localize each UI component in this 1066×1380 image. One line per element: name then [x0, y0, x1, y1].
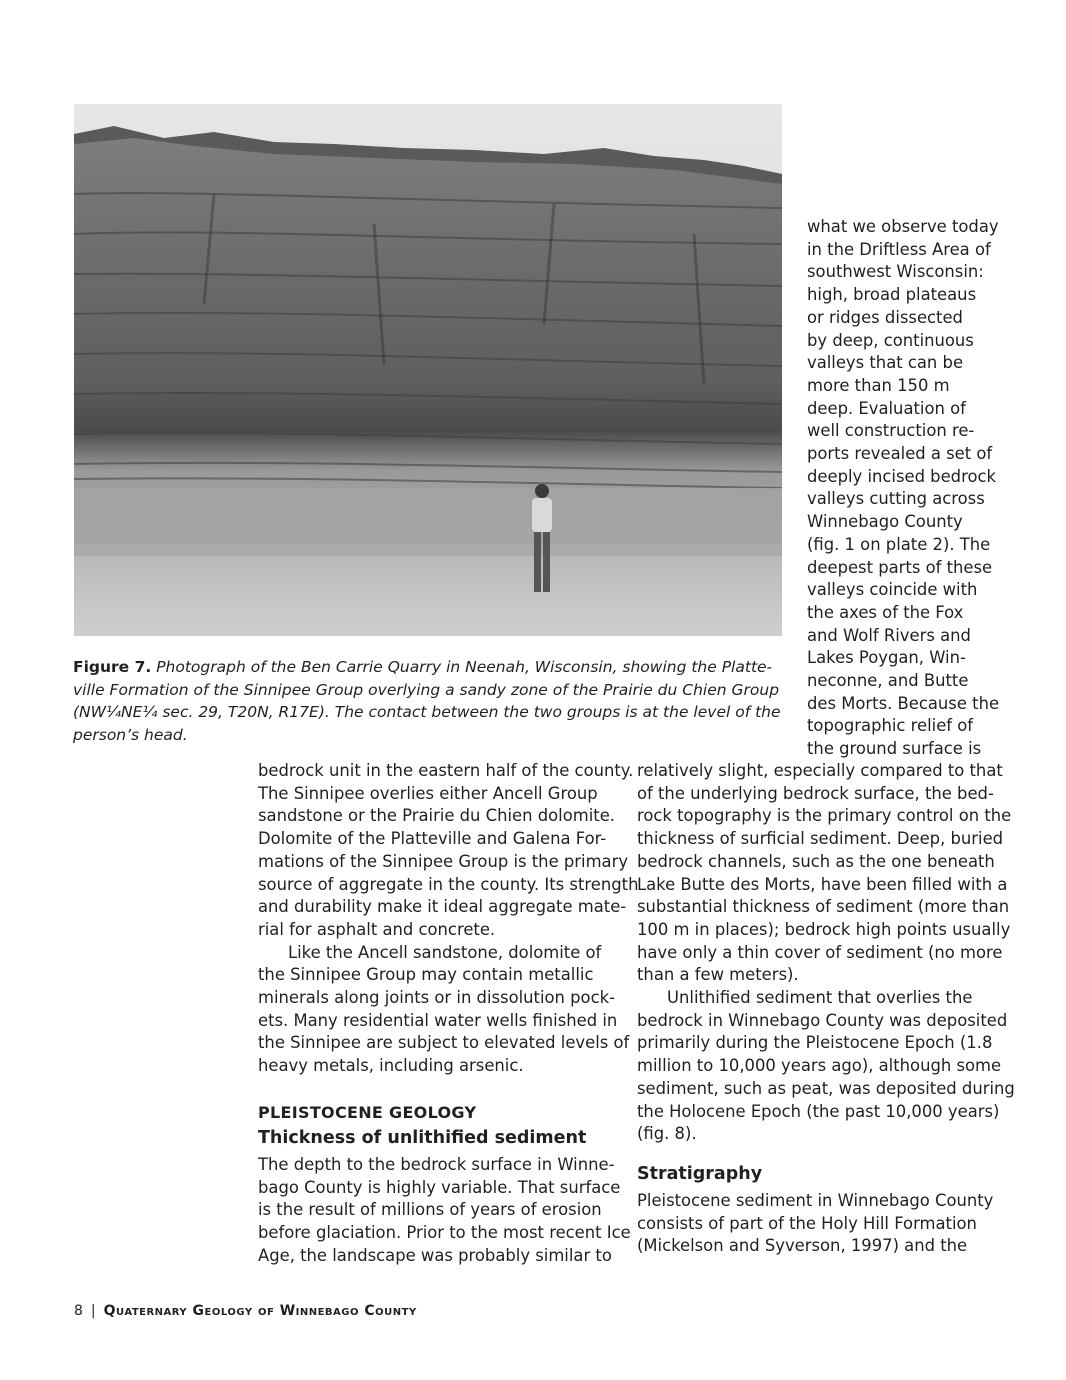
- text-line: minerals along joints or in dissolution pock-: [258, 988, 616, 1008]
- paragraph: [637, 760, 1012, 987]
- text-line: deeply incised bedrock: [807, 466, 996, 486]
- text-line: by deep, continuous: [807, 330, 974, 350]
- text-line: the Sinnipee Group may contain metallic: [258, 965, 594, 985]
- subheading: Thickness of unlithified sediment: [258, 1127, 587, 1148]
- text-line: 100 m in places); bedrock high points usually: [637, 919, 1011, 939]
- paragraph: [637, 987, 1015, 1146]
- sandy-zone: [74, 488, 782, 558]
- text-line: substantial thickness of sediment (more than: [637, 897, 1010, 917]
- text-line: what we observe today: [807, 217, 999, 236]
- text-line: ets. Many residential water wells finished in: [258, 1010, 618, 1030]
- text-line: Lake Butte des Morts, have been filled with a: [637, 874, 1008, 894]
- text-line: bago County is highly variable. That surface: [258, 1177, 621, 1197]
- text-line: valleys cutting across: [807, 489, 985, 509]
- text-line: bedrock channels, such as the one beneath: [637, 851, 995, 871]
- text-line: have only a thin cover of sediment (no more: [637, 942, 1003, 962]
- text-line: primarily during the Pleistocene Epoch (1.8: [637, 1033, 993, 1053]
- text-line: southwest Wisconsin:: [807, 262, 984, 282]
- text-line: consists of part of the Holy Hill Formation: [637, 1213, 977, 1233]
- subheading: Stratigraphy: [637, 1163, 763, 1184]
- text-line: ports revealed a set of: [807, 444, 993, 464]
- text-line: topographic relief of: [807, 716, 974, 736]
- wrap-column: [807, 216, 1000, 761]
- text-line: high, broad plateaus: [807, 285, 977, 305]
- quarry-floor: [74, 556, 782, 636]
- text-line: is the result of millions of years of erosion: [258, 1200, 602, 1220]
- section-heading: PLEISTOCENE GEOLOGY: [258, 1102, 477, 1122]
- text-line: The depth to the bedrock surface in Winne-: [258, 1154, 615, 1174]
- text-line: (Mickelson and Syverson, 1997) and the: [637, 1236, 968, 1256]
- text-line: deep. Evaluation of: [807, 398, 966, 418]
- text-line: valleys that can be: [807, 353, 964, 373]
- text-line: Winnebago County: [807, 512, 963, 532]
- text-line: more than 150 m: [807, 375, 950, 395]
- text-line: des Morts. Because the: [807, 693, 1000, 713]
- text-line: Unlithified sediment that overlies the: [667, 988, 973, 1008]
- text-line: mations of the Sinnipee Group is the primary: [258, 851, 629, 871]
- text-line: rock topography is the primary control on the: [637, 806, 1012, 826]
- text-line: sediment, such as peat, was deposited during: [637, 1078, 1015, 1098]
- text-line: relatively slight, especially compared to that: [637, 761, 1003, 780]
- text-line: rial for asphalt and concrete.: [258, 919, 496, 939]
- text-line: Lakes Poygan, Win-: [807, 648, 966, 668]
- text-line: and durability make it ideal aggregate mate-: [258, 897, 627, 917]
- text-line: source of aggregate in the county. Its strength: [258, 874, 639, 894]
- text-line: Dolomite of the Platteville and Galena For-: [258, 829, 607, 849]
- left-column: [258, 760, 639, 1267]
- quarry-photograph: [74, 104, 782, 636]
- text-line: bedrock unit in the eastern half of the county.: [258, 761, 634, 780]
- text-line: heavy metals, including arsenic.: [258, 1056, 524, 1076]
- text-line: sandstone or the Prairie du Chien dolomite.: [258, 806, 615, 826]
- text-line: the ground surface is: [807, 739, 982, 759]
- text-line: The Sinnipee overlies either Ancell Group: [258, 783, 598, 803]
- caption-line: (NW¼NE¼ sec. 29, T20N, R17E). The contact between the two groups is at the level of the: [73, 703, 781, 721]
- text-line: and Wolf Rivers and: [807, 625, 971, 645]
- text-line: the Sinnipee are subject to elevated levels of: [258, 1033, 630, 1053]
- paragraph: [258, 760, 639, 942]
- text-line: neconne, and Butte: [807, 671, 969, 691]
- text-line: the Holocene Epoch (the past 10,000 years): [637, 1101, 1000, 1121]
- page-number: 8: [74, 1303, 83, 1319]
- text-line: well construction re-: [807, 421, 975, 441]
- text-line: thickness of surficial sediment. Deep, buried: [637, 829, 1004, 849]
- text-line: Pleistocene sediment in Winnebago County: [637, 1190, 994, 1210]
- text-line: deepest parts of these: [807, 557, 993, 577]
- footer-separator: |: [90, 1303, 96, 1319]
- text-line: Like the Ancell sandstone, dolomite of: [288, 942, 602, 962]
- text-line: (fig. 1 on plate 2). The: [807, 534, 991, 554]
- text-line: than a few meters).: [637, 965, 799, 985]
- text-line: before glaciation. Prior to the most recent Ice: [258, 1222, 631, 1242]
- paragraph: [258, 942, 630, 1078]
- caption-line: ville Formation of the Sinnipee Group overlying a sandy zone of the Prairie du Chien Group: [73, 680, 780, 699]
- text-line: the axes of the Fox: [807, 602, 964, 622]
- paragraph: [637, 1190, 994, 1258]
- text-line: valleys coincide with: [807, 580, 978, 600]
- caption-line: person’s head.: [73, 725, 188, 744]
- right-column: [637, 760, 1015, 1258]
- figure-label: Figure 7.: [73, 658, 152, 676]
- figure-caption: [73, 656, 781, 746]
- text-line: bedrock in Winnebago County was deposited: [637, 1010, 1008, 1030]
- running-title: Quaternary Geology of Winnebago County: [103, 1303, 417, 1319]
- text-line: Age, the landscape was probably similar to: [258, 1245, 612, 1265]
- text-line: (fig. 8).: [637, 1124, 697, 1144]
- text-line: in the Driftless Area of: [807, 239, 991, 259]
- page-footer: [74, 1303, 417, 1319]
- text-line: million to 10,000 years ago), although some: [637, 1056, 1002, 1076]
- paragraph: [258, 1154, 631, 1268]
- text-line: of the underlying bedrock surface, the bed-: [637, 783, 994, 803]
- caption-line: Photograph of the Ben Carrie Quarry in Neenah, Wisconsin, showing the Platte-: [156, 658, 773, 676]
- text-line: or ridges dissected: [807, 307, 963, 327]
